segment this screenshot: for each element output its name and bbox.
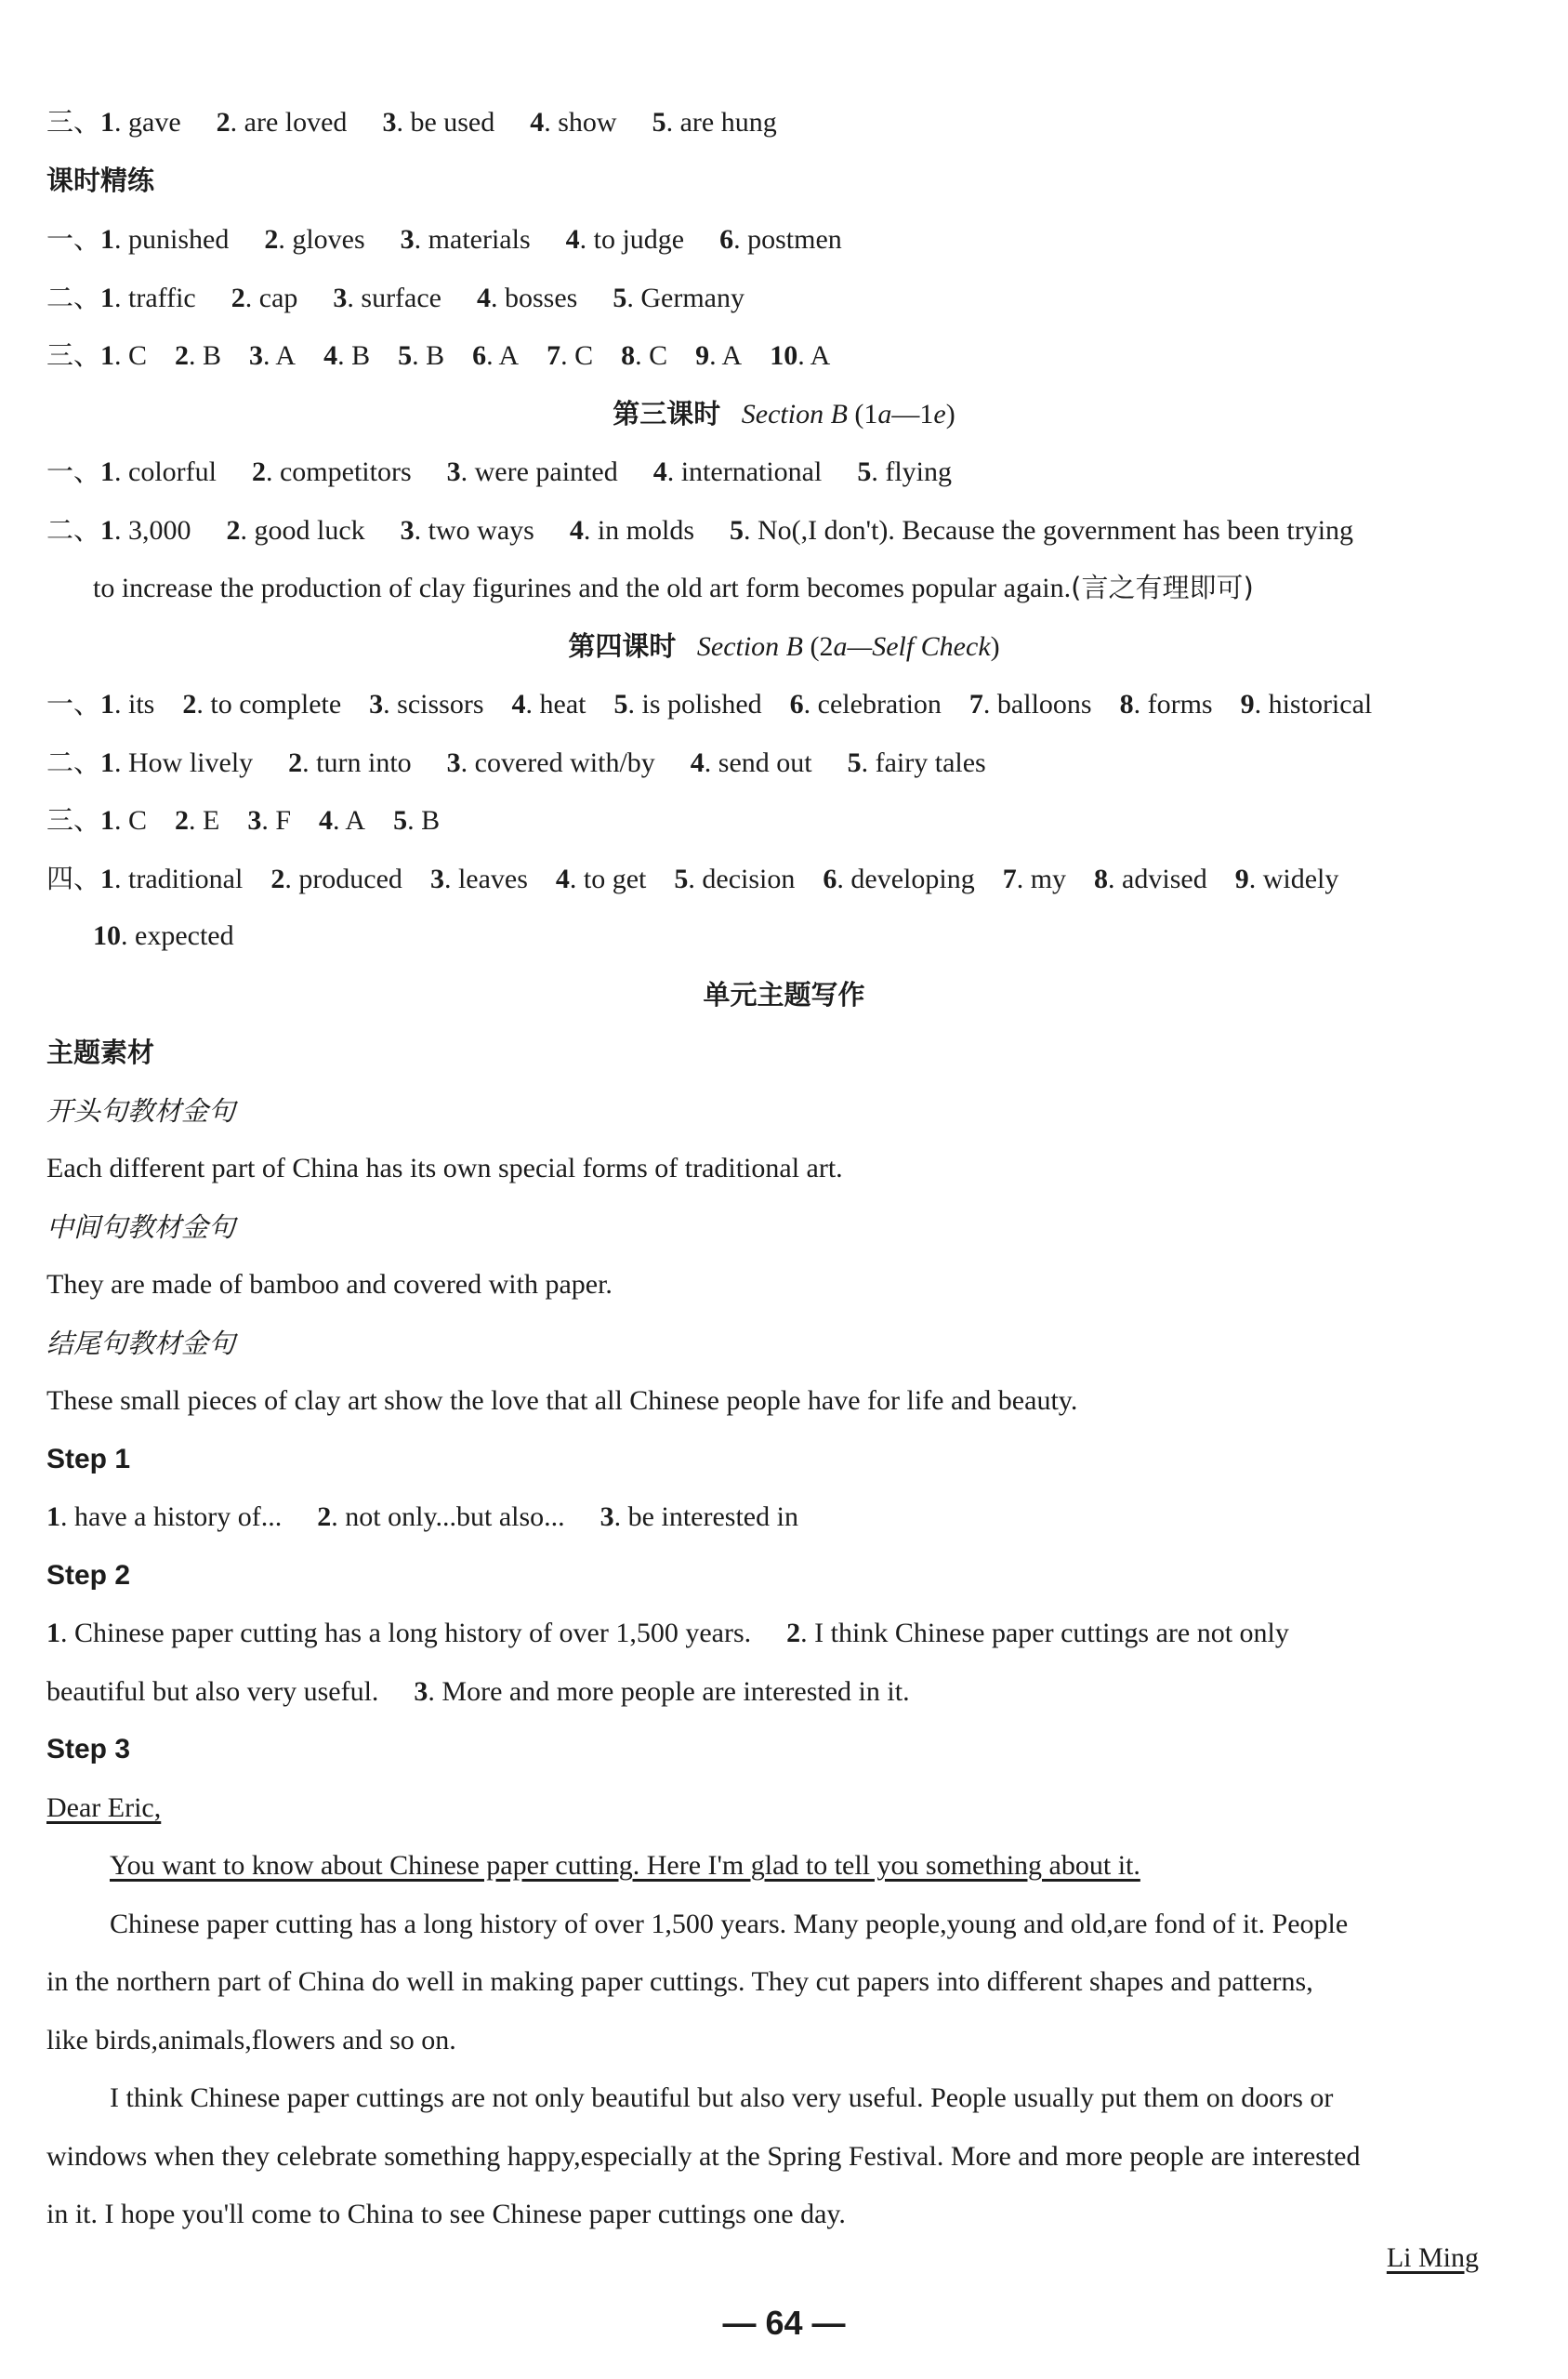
- letter-opening-sentence: You want to know about Chinese paper cutting. Here I'm glad to tell you something about it.: [110, 1850, 1140, 1881]
- letter-paragraph2-line3: in it. I hope you'll come to China to see Chinese paper cuttings one day.: [46, 2199, 846, 2229]
- step2-heading: Step 2: [46, 1560, 131, 1591]
- answer-line-l3-part1: 一、1. colorful 2. competitors 3. were painted 4. international 5. flying: [46, 456, 953, 487]
- answer-line-l3-part2: 二、1. 3,000 2. good luck 3. two ways 4. in molds 5. No(,I don't). Because the government has been trying: [46, 514, 1354, 546]
- answer-line-part1: 一、1. punished 2. gloves 3. materials 4. to judge 6. postmen: [46, 223, 842, 255]
- letter-greeting: Dear Eric,: [46, 1792, 162, 1823]
- step1-heading: Step 1: [46, 1444, 131, 1474]
- page-number: — 64 —: [722, 2304, 846, 2342]
- answer-line-part3-choice: 三、1. C 2. B 3. A 4. B 5. B 6. A 7. C 8. C 9. A 10. A: [46, 339, 831, 371]
- step1-items: 1. have a history of... 2. not only...but also... 3. be interested in: [46, 1501, 798, 1532]
- answer-line-l4-part4-cont: 10. expected: [93, 920, 234, 951]
- answer-line-l4-part4: 四、1. traditional 2. produced 3. leaves 4. to get 5. decision 6. developing 7. my 8. advised 9. widely: [46, 863, 1339, 894]
- letter-paragraph1-line1: Chinese paper cutting has a long history of over 1,500 years. Many people,young and old,are fond of it. People: [110, 1909, 1349, 1939]
- letter-paragraph2-line1: I think Chinese paper cuttings are not only beautiful but also very useful. People usually put them on doors or: [110, 2082, 1334, 2113]
- opening-sentence: Each different part of China has its own special forms of traditional art.: [46, 1153, 843, 1183]
- letter-paragraph2-line2: windows when they celebrate something happy,especially at the Spring Festival. More and more people are interested: [46, 2141, 1361, 2172]
- writing-section-title: 单元主题写作: [703, 979, 865, 1011]
- topic-material-heading: 主题素材: [46, 1037, 155, 1068]
- lesson-heading-4: 第四课时 Section B (2a—Self Check): [568, 630, 1000, 662]
- lesson-heading-3: 第三课时 Section B (1a—1e): [613, 398, 955, 430]
- answer-line-part2: 二、1. traffic 2. cap 3. surface 4. bosses 5. Germany: [46, 282, 744, 313]
- letter-paragraph1-line2: in the northern part of China do well in making paper cuttings. They cut papers into different shapes and patterns,: [46, 1966, 1313, 1997]
- section-heading-practice: 课时精练: [46, 165, 155, 196]
- answer-line-l4-part2: 二、1. How lively 2. turn into 3. covered with/by 4. send out 5. fairy tales: [46, 747, 986, 778]
- answer-line-part3: 三、1. gave 2. are loved 3. be used 4. show 5. are hung: [46, 106, 777, 138]
- step3-heading: Step 3: [46, 1734, 131, 1764]
- opening-sentence-label: 开头句教材金句: [46, 1095, 236, 1127]
- letter-signature: Li Ming: [1386, 2242, 1479, 2273]
- ending-sentence-label: 结尾句教材金句: [46, 1328, 236, 1359]
- middle-sentence: They are made of bamboo and covered with paper.: [46, 1269, 613, 1300]
- step2-line2: beautiful but also very useful. 3. More and more people are interested in it.: [46, 1676, 910, 1707]
- answer-line-l3-part2-cont: to increase the production of clay figurines and the old art form becomes popular again.(言之有理即可): [93, 572, 1254, 603]
- ending-sentence: These small pieces of clay art show the love that all Chinese people have for life and beauty.: [46, 1385, 1078, 1416]
- middle-sentence-label: 中间句教材金句: [46, 1211, 236, 1243]
- answer-line-l4-part1: 一、1. its 2. to complete 3. scissors 4. heat 5. is polished 6. celebration 7. balloons 8. forms 9. historical: [46, 688, 1373, 720]
- step2-line1: 1. Chinese paper cutting has a long history of over 1,500 years. 2. I think Chinese paper cuttings are not only: [46, 1618, 1289, 1648]
- answer-line-l4-part3: 三、1. C 2. E 3. F 4. A 5. B: [46, 804, 441, 836]
- letter-paragraph1-line3: like birds,animals,flowers and so on.: [46, 2025, 456, 2055]
